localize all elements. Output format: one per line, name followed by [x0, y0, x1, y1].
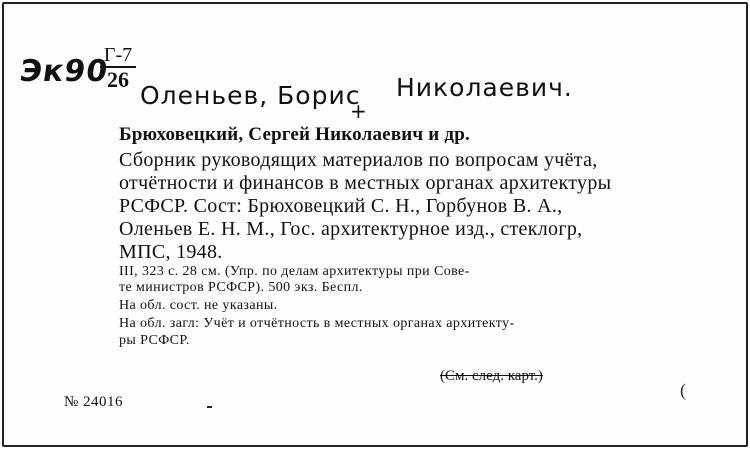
pencil-mark: ( [680, 380, 686, 400]
description-line: Оленьев Е. Н. М., Гос. архитектурное изд., стеклогр, [119, 218, 583, 240]
ink-speck [207, 406, 212, 408]
handwritten-author-name: Оленьев, Борис [140, 81, 361, 110]
description-line: МПС, 1948. [119, 241, 223, 263]
handwritten-patronymic: Николаевич. [396, 73, 573, 102]
description-line: отчётности и финансов в местных органах архитектуры [119, 172, 612, 194]
next-card-note [440, 368, 543, 385]
next-card-text: (См. след. карт.) [440, 368, 543, 384]
record-heading: Брюховецкий, Сергей Николаевич и др. [119, 124, 470, 145]
note-line: ры РСФСР. [119, 333, 190, 348]
fraction-top: Г-7 [100, 44, 136, 68]
note-line: III, 323 с. 28 см. (Упр. по делам архитектуры при Сове- [119, 264, 470, 279]
description-line: Сборник руководящих материалов по вопросам учёта, [119, 149, 598, 171]
shelf-mark: Эк90 [17, 54, 111, 89]
note-line: те министров РСФСР). 500 экз. Беспл. [119, 280, 363, 295]
shelf-fraction [100, 44, 136, 92]
inventory-number: № 24016 [64, 394, 124, 410]
handwritten-cross-mark: + [350, 99, 368, 123]
catalog-card [2, 2, 748, 447]
fraction-bottom: 26 [107, 67, 129, 92]
note-line: На обл. сост. не указаны. [119, 298, 278, 313]
note-line: На обл. загл: Учёт и отчётность в местных органах архитекту- [119, 316, 515, 331]
description-line: РСФСР. Сост: Брюховецкий С. Н., Горбунов В. А., [119, 195, 563, 217]
